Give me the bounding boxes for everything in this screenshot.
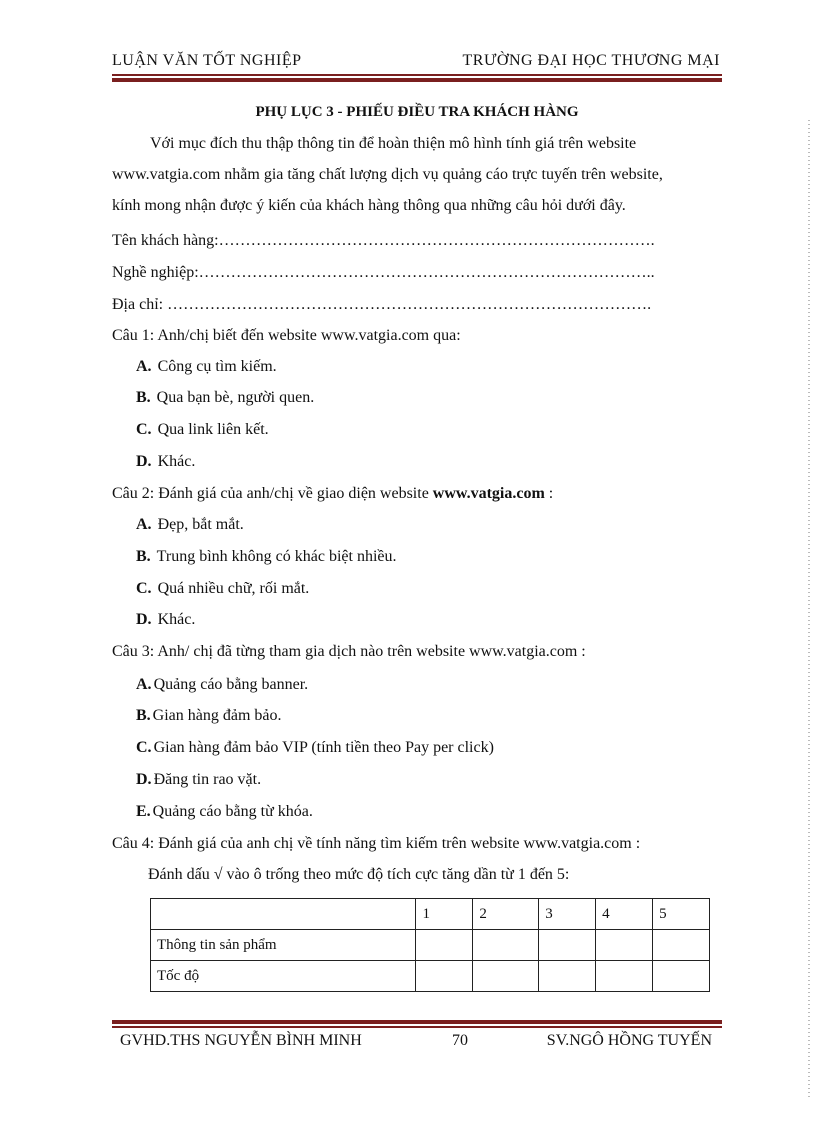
rating-cell[interactable] [539,961,596,992]
rating-cell[interactable] [596,961,653,992]
q1-option-b: B. Qua bạn bè, người quen. [136,389,315,406]
q1-option-a: A. Công cụ tìm kiếm. [136,358,277,375]
header-left: LUẬN VĂN TỐT NGHIỆP [112,52,302,69]
intro-line: www.vatgia.com nhằm gia tăng chất lượng dịch vụ quảng cáo trực tuyến trên website, [112,166,663,183]
q3-option-c: C. Gian hàng đảm bảo VIP (tính tiền theo Pay per click) [136,739,494,756]
column-header: 1 [416,899,473,930]
rating-cell[interactable] [416,930,473,961]
page-number: 70 [452,1032,468,1049]
rating-cell[interactable] [416,961,473,992]
q3-option-b: B. Gian hàng đảm bảo. [136,707,282,724]
intro-line: Với mục đích thu thập thông tin để hoàn thiện mô hình tính giá trên website [150,135,637,152]
question-4: Câu 4: Đánh giá của anh chị về tính năng tìm kiếm trên website www.vatgia.com : [112,835,641,852]
column-header: 2 [473,899,539,930]
rating-cell[interactable] [473,930,539,961]
rating-cell[interactable] [539,930,596,961]
footer-student: SV.NGÔ HỒNG TUYẾN [546,1032,712,1049]
question-1: Câu 1: Anh/chị biết đến website www.vatgia.com qua: [112,327,461,344]
rating-cell[interactable] [473,961,539,992]
q3-option-a: A. Quảng cáo bằng banner. [136,676,309,693]
column-header: 4 [596,899,653,930]
question-3: Câu 3: Anh/ chị đã từng tham gia dịch nào trên website www.vatgia.com : [112,643,586,660]
column-header: 5 [653,899,710,930]
footer-advisor: GVHD.THS NGUYỄN BÌNH MINH [120,1032,362,1049]
q1-option-d: D. Khác. [136,453,196,470]
intro-paragraph [112,128,722,221]
scan-edge-marks [808,120,810,1100]
intro-line: kính mong nhận được ý kiến của khách hàng thông qua những câu hỏi dưới đây. [112,197,626,214]
q2-option-b: B. Trung bình không có khác biệt nhiều. [136,548,397,565]
rating-cell[interactable] [653,930,710,961]
table-row [151,961,710,992]
question-2: Câu 2: Đánh giá của anh/chị về giao diện website www.vatgia.com : [112,485,554,502]
column-header: 3 [539,899,596,930]
q2-option-c: C. Quá nhiều chữ, rối mắt. [136,580,310,597]
rating-cell[interactable] [653,961,710,992]
rating-table [150,898,710,992]
table-header-row [151,899,710,930]
footer-rule [112,1020,722,1028]
q1-option-c: C. Qua link liên kết. [136,421,269,438]
q2-option-d: D. Khác. [136,611,196,628]
header-right: TRƯỜNG ĐẠI HỌC THƯƠNG MẠI [462,52,720,69]
rating-cell[interactable] [596,930,653,961]
row-label: Tốc độ [151,961,416,992]
table-row [151,930,710,961]
table-corner-cell [151,899,416,930]
q3-option-d: D. Đăng tin rao vặt. [136,771,262,788]
occupation-field: Nghề nghiệp:………………………………………………………………………….. [112,264,655,281]
customer-name-field: Tên khách hàng:………………………………………………………………………. [112,232,655,249]
row-label: Thông tin sản phẩm [151,930,416,961]
header-rule [112,74,722,82]
address-field: Địa chỉ: ………………………………………………………………………………. [112,296,652,313]
page-title: PHỤ LỤC 3 - PHIẾU ĐIỀU TRA KHÁCH HÀNG [255,104,579,120]
q2-option-a: A. Đẹp, bắt mắt. [136,516,244,533]
q4-instruction: Đánh dấu √ vào ô trống theo mức độ tích cực tăng dần từ 1 đến 5: [148,866,570,883]
q3-option-e: E. Quảng cáo bằng từ khóa. [136,803,313,820]
